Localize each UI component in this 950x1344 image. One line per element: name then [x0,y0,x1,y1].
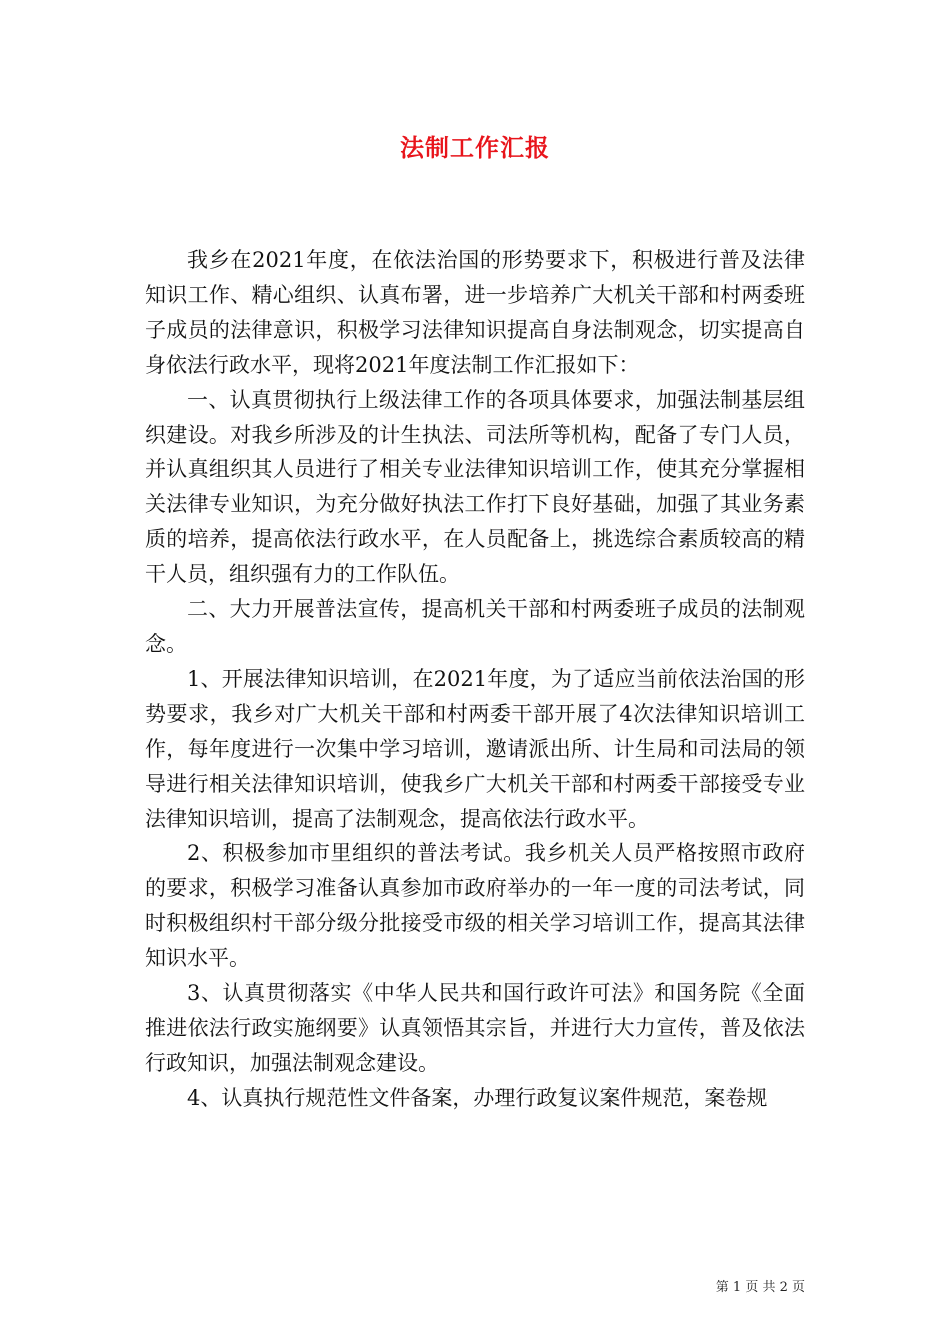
document-body [145,243,805,1116]
paragraph-item-3: 3、认真贯彻落实《中华人民共和国行政许可法》和国务院《全面推进依法行政实施纲要》认真领悟其宗旨，并进行大力宣传，普及依法行政知识，加强法制观念建设。 [145,981,805,1075]
document-title: 法制工作汇报 [400,133,550,162]
paragraph-item-1: 1、开展法律知识培训，在2021年度，为了适应当前依法治国的形势要求，我乡对广大机关干部和村两委干部开展了4次法律知识培训工作，每年度进行一次集中学习培训，邀请派出所、计生局和司法局的领导进行相关法律知识培训，使我乡广大机关干部和村两委干部接受专业法律知识培训，提高了法制观念，提高依法行政水平。 [145,666,805,831]
paragraph-item-2: 2、积极参加市里组织的普法考试。我乡机关人员严格按照市政府的要求，积极学习准备认真参加市政府举办的一年一度的司法考试，同时积极组织村干部分级分批接受市级的相关学习培训工作，提高其法律知识水平。 [145,841,805,971]
paragraph-section-1: 一、认真贯彻执行上级法律工作的各项具体要求，加强法制基层组织建设。对我乡所涉及的计生执法、司法所等机构，配备了专门人员，并认真组织其人员进行了相关专业法律知识培训工作，使其充分掌握相关法律专业知识，为充分做好执法工作打下良好基础，加强了其业务素质的培养，提高依法行政水平，在人员配备上，挑选综合素质较高的精干人员，组织强有力的工作队伍。 [145,387,805,587]
paragraph-intro: 我乡在2021年度，在依法治国的形势要求下，积极进行普及法律知识工作、精心组织、认真布署，进一步培养广大机关干部和村两委班子成员的法律意识，积极学习法律知识提高自身法制观念，切实提高自身依法行政水平，现将2021年度法制工作汇报如下： [145,248,805,377]
paragraph-section-2: 二、大力开展普法宣传，提高机关干部和村两委班子成员的法制观念。 [145,597,805,656]
page-number-footer: 第 1 页 共 2 页 [715,1280,805,1295]
paragraph-item-4: 4、认真执行规范性文件备案，办理行政复议案件规范，案卷规 [187,1085,768,1110]
